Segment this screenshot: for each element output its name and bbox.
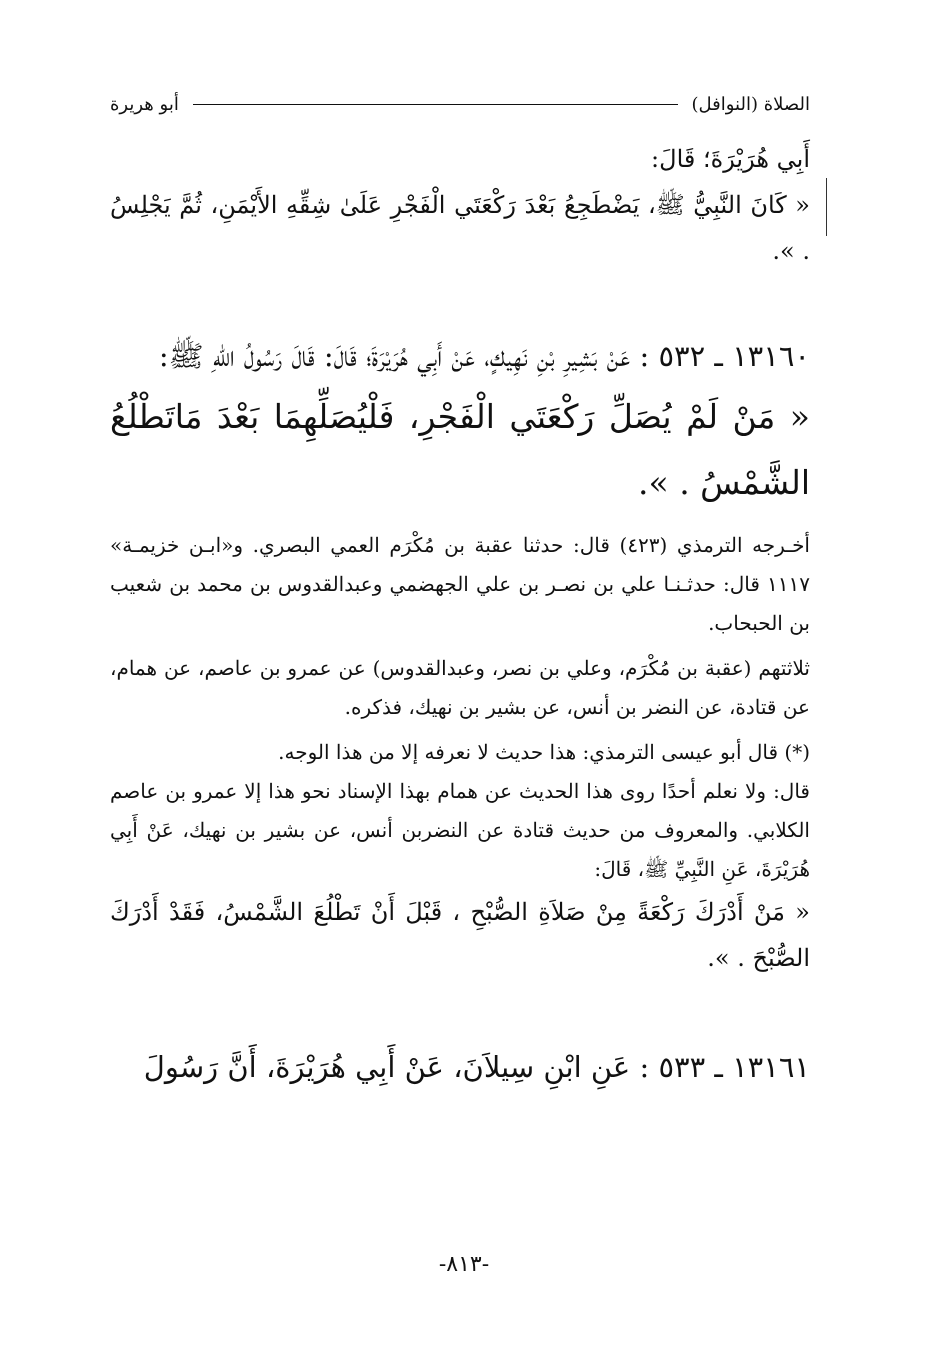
hadith-quote-2: « مَنْ لَمْ يُصَلِّ رَكْعَتَي الْفَجْرِ، فَلْيُصَلِّهِمَا بَعْدَ مَاتَطْلُعُ الشَّمْسُ . ». — [110, 397, 810, 502]
running-header — [110, 88, 810, 120]
hadith-quote-1: « كَانَ النَّبِيُّ ﷺ، يَضْطَجِعُ بَعْدَ رَكْعَتَي الْفَجْرِ عَلَىٰ شِقِّهِ الأَيْمَنِ، ثُمَّ يَجْلِسُ . ». — [110, 191, 810, 265]
section-title: الصلاة (النوافل) — [691, 93, 810, 115]
hadith-heading-13160: ١٣١٦٠ ـ ٥٣٢ : عَنْ بَشِيرِ بْنِ نَهِيكٍ، عَنْ أَبِي هُرَيْرَةَ؛ قَالَ: قَالَ رَسُولُ اللهِ ﷺ: — [158, 339, 810, 373]
margin-mark — [826, 178, 827, 236]
narrator-name: أبو هريرة — [110, 93, 179, 115]
tirmidhi-note-continued: قال: ولا نعلم أحدًا روى هذا الحديث عن همام بهذا الإسناد نحو هذا إلا عمرو بن عاصم الكلابي. والمعروف من حديث قتادة عن النضربن أنس، عن بشير بن نهيك، عَنْ أَبِي هُرَيْرَةَ، عَنِ النَّبِيِّ ﷺ، قَالَ: — [110, 779, 810, 881]
page-body — [110, 136, 810, 1095]
takhrij-paragraph-2: ثلاثتهم (عقبة بن مُكْرَم، وعلي بن نصر، وعبدالقدوس) عن عمرو بن عاصم، عن همام، عن قتادة، عن النضر بن أنس، عن بشير بن نهيك، فذكره. — [110, 656, 810, 719]
hadith-quote-3: « مَنْ أَدْرَكَ رَكْعَةً مِنْ صَلاَةِ الصُّبْحِ ، قَبْلَ أَنْ تَطْلُعَ الشَّمْسُ، فَقَدْ أَدْرَكَ الصُّبْحَ . ». — [110, 898, 810, 972]
intro-line: أَبِي هُرَيْرَةَ؛ قَالَ: — [651, 145, 810, 173]
page-number: -٨١٣- — [438, 1252, 490, 1277]
tirmidhi-note: (*) قال أبو عيسى الترمذي: هذا حديث لا نعرفه إلا من هذا الوجه. — [278, 740, 810, 764]
header-rule — [193, 104, 678, 105]
takhrij-paragraph-1: أخـرجه الترمذي (٤٢٣) قال: حدثنا عقبة بن مُكْرَم العمي البصري. و«ابـن خزيمـة» ١١١٧ قال: حدثـنـا علي بن نصـر بن علي الجهضمي وعبدالقدوس بن محمد بن شعيب بن الحبحاب. — [110, 533, 810, 635]
hadith-heading-13161: ١٣١٦١ ـ ٥٣٣ : عَنِ ابْنِ سِيلاَنَ، عَنْ أَبِي هُرَيْرَةَ، أَنَّ رَسُولَ — [143, 1050, 810, 1084]
